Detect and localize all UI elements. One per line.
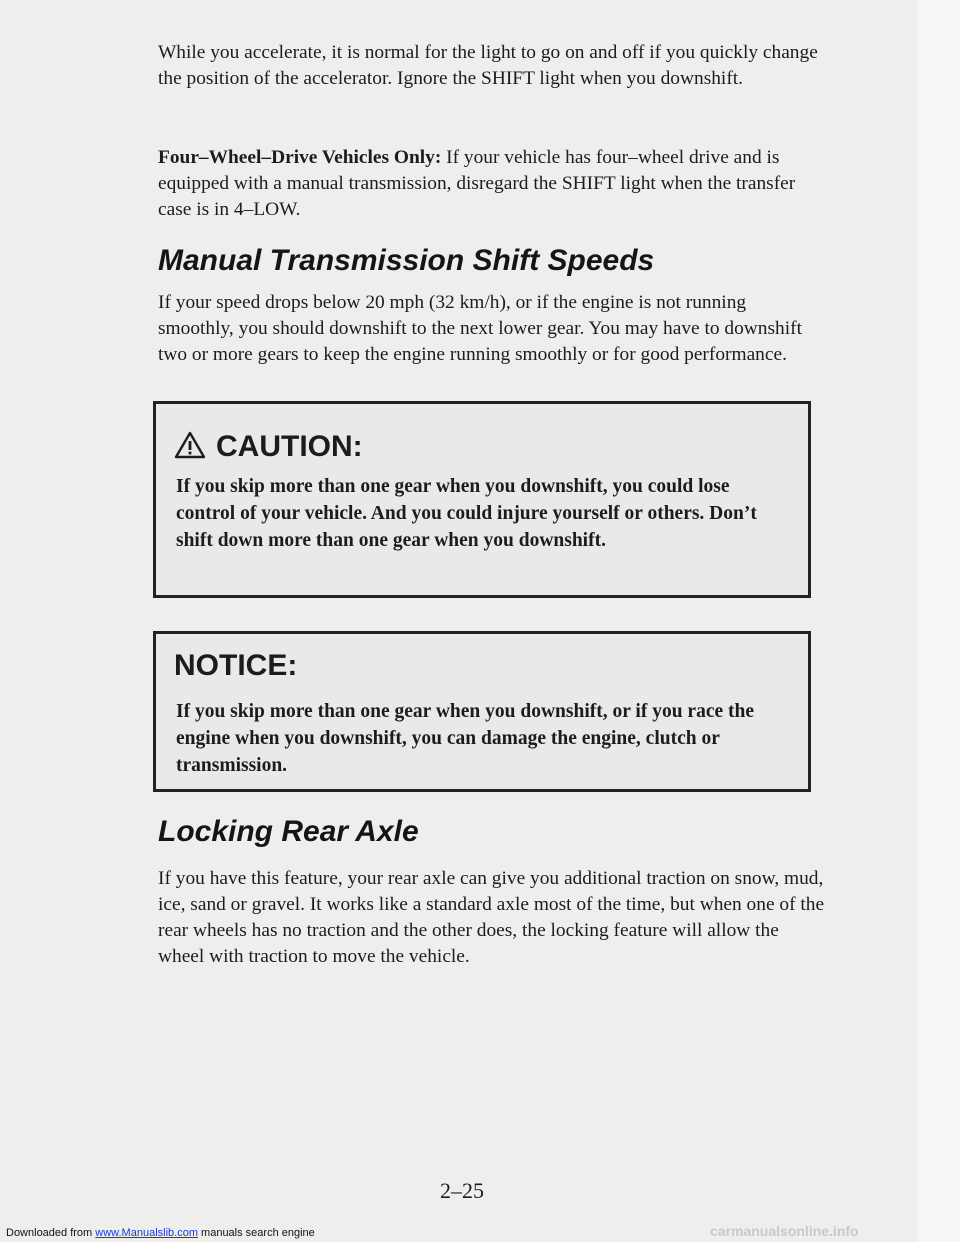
download-footer	[6, 1227, 315, 1240]
four-wheel-text: If your vehicle has four–wheel drive and is equipped with a manual transmission, disregard the SHIFT light when the transfer case is in 4–LOW.	[158, 147, 796, 220]
caution-box	[153, 401, 811, 598]
caution-title-row	[174, 430, 363, 464]
locking-axle-paragraph: If you have this feature, your rear axle can give you additional traction on snow, mud, ice, sand or gravel. It works like a standard axle most of the time, but when one of the rear wheels has no traction and the other does, the locking feature will allow the wheel with traction to move the vehicle.	[158, 868, 825, 967]
watermark-text: carmanualsonline.info	[710, 1223, 859, 1239]
right-margin	[918, 0, 960, 1242]
intro-paragraph: While you accelerate, it is normal for the light to go on and off if you quickly change the position of the accelerator. Ignore the SHIFT light when you downshift.	[158, 42, 818, 89]
notice-text: If you skip more than one gear when you downshift, or if you race the engine when you downshift, you can damage the engine, clutch or transmission.	[176, 701, 754, 776]
footer-prefix: Downloaded from	[6, 1227, 96, 1239]
four-wheel-paragraph	[158, 145, 818, 223]
footer-suffix: manuals search engine	[197, 1227, 315, 1239]
four-wheel-label: Four–Wheel–Drive Vehicles Only:	[158, 147, 442, 168]
warning-triangle-icon	[174, 431, 206, 459]
notice-box	[153, 631, 811, 792]
locking-axle-heading: Locking Rear Axle	[158, 815, 419, 848]
manualslib-link[interactable]: www.Manualslib.com	[95, 1227, 198, 1239]
page-number: 2–25	[440, 1178, 484, 1203]
notice-title: NOTICE:	[174, 649, 298, 682]
shift-speeds-paragraph: If your speed drops below 20 mph (32 km/h), or if the engine is not running smoothly, you should downshift to the next lower gear. You may have to downshift two or more gears to keep the engine running smoothly or for good performance.	[158, 292, 802, 365]
shift-speeds-heading: Manual Transmission Shift Speeds	[158, 244, 655, 277]
caution-text: If you skip more than one gear when you downshift, you could lose control of your vehicle. And you could injure yourself or others. Don’t shift down more than one gear when you downshift.	[176, 476, 757, 551]
caution-title: CAUTION:	[216, 430, 363, 463]
